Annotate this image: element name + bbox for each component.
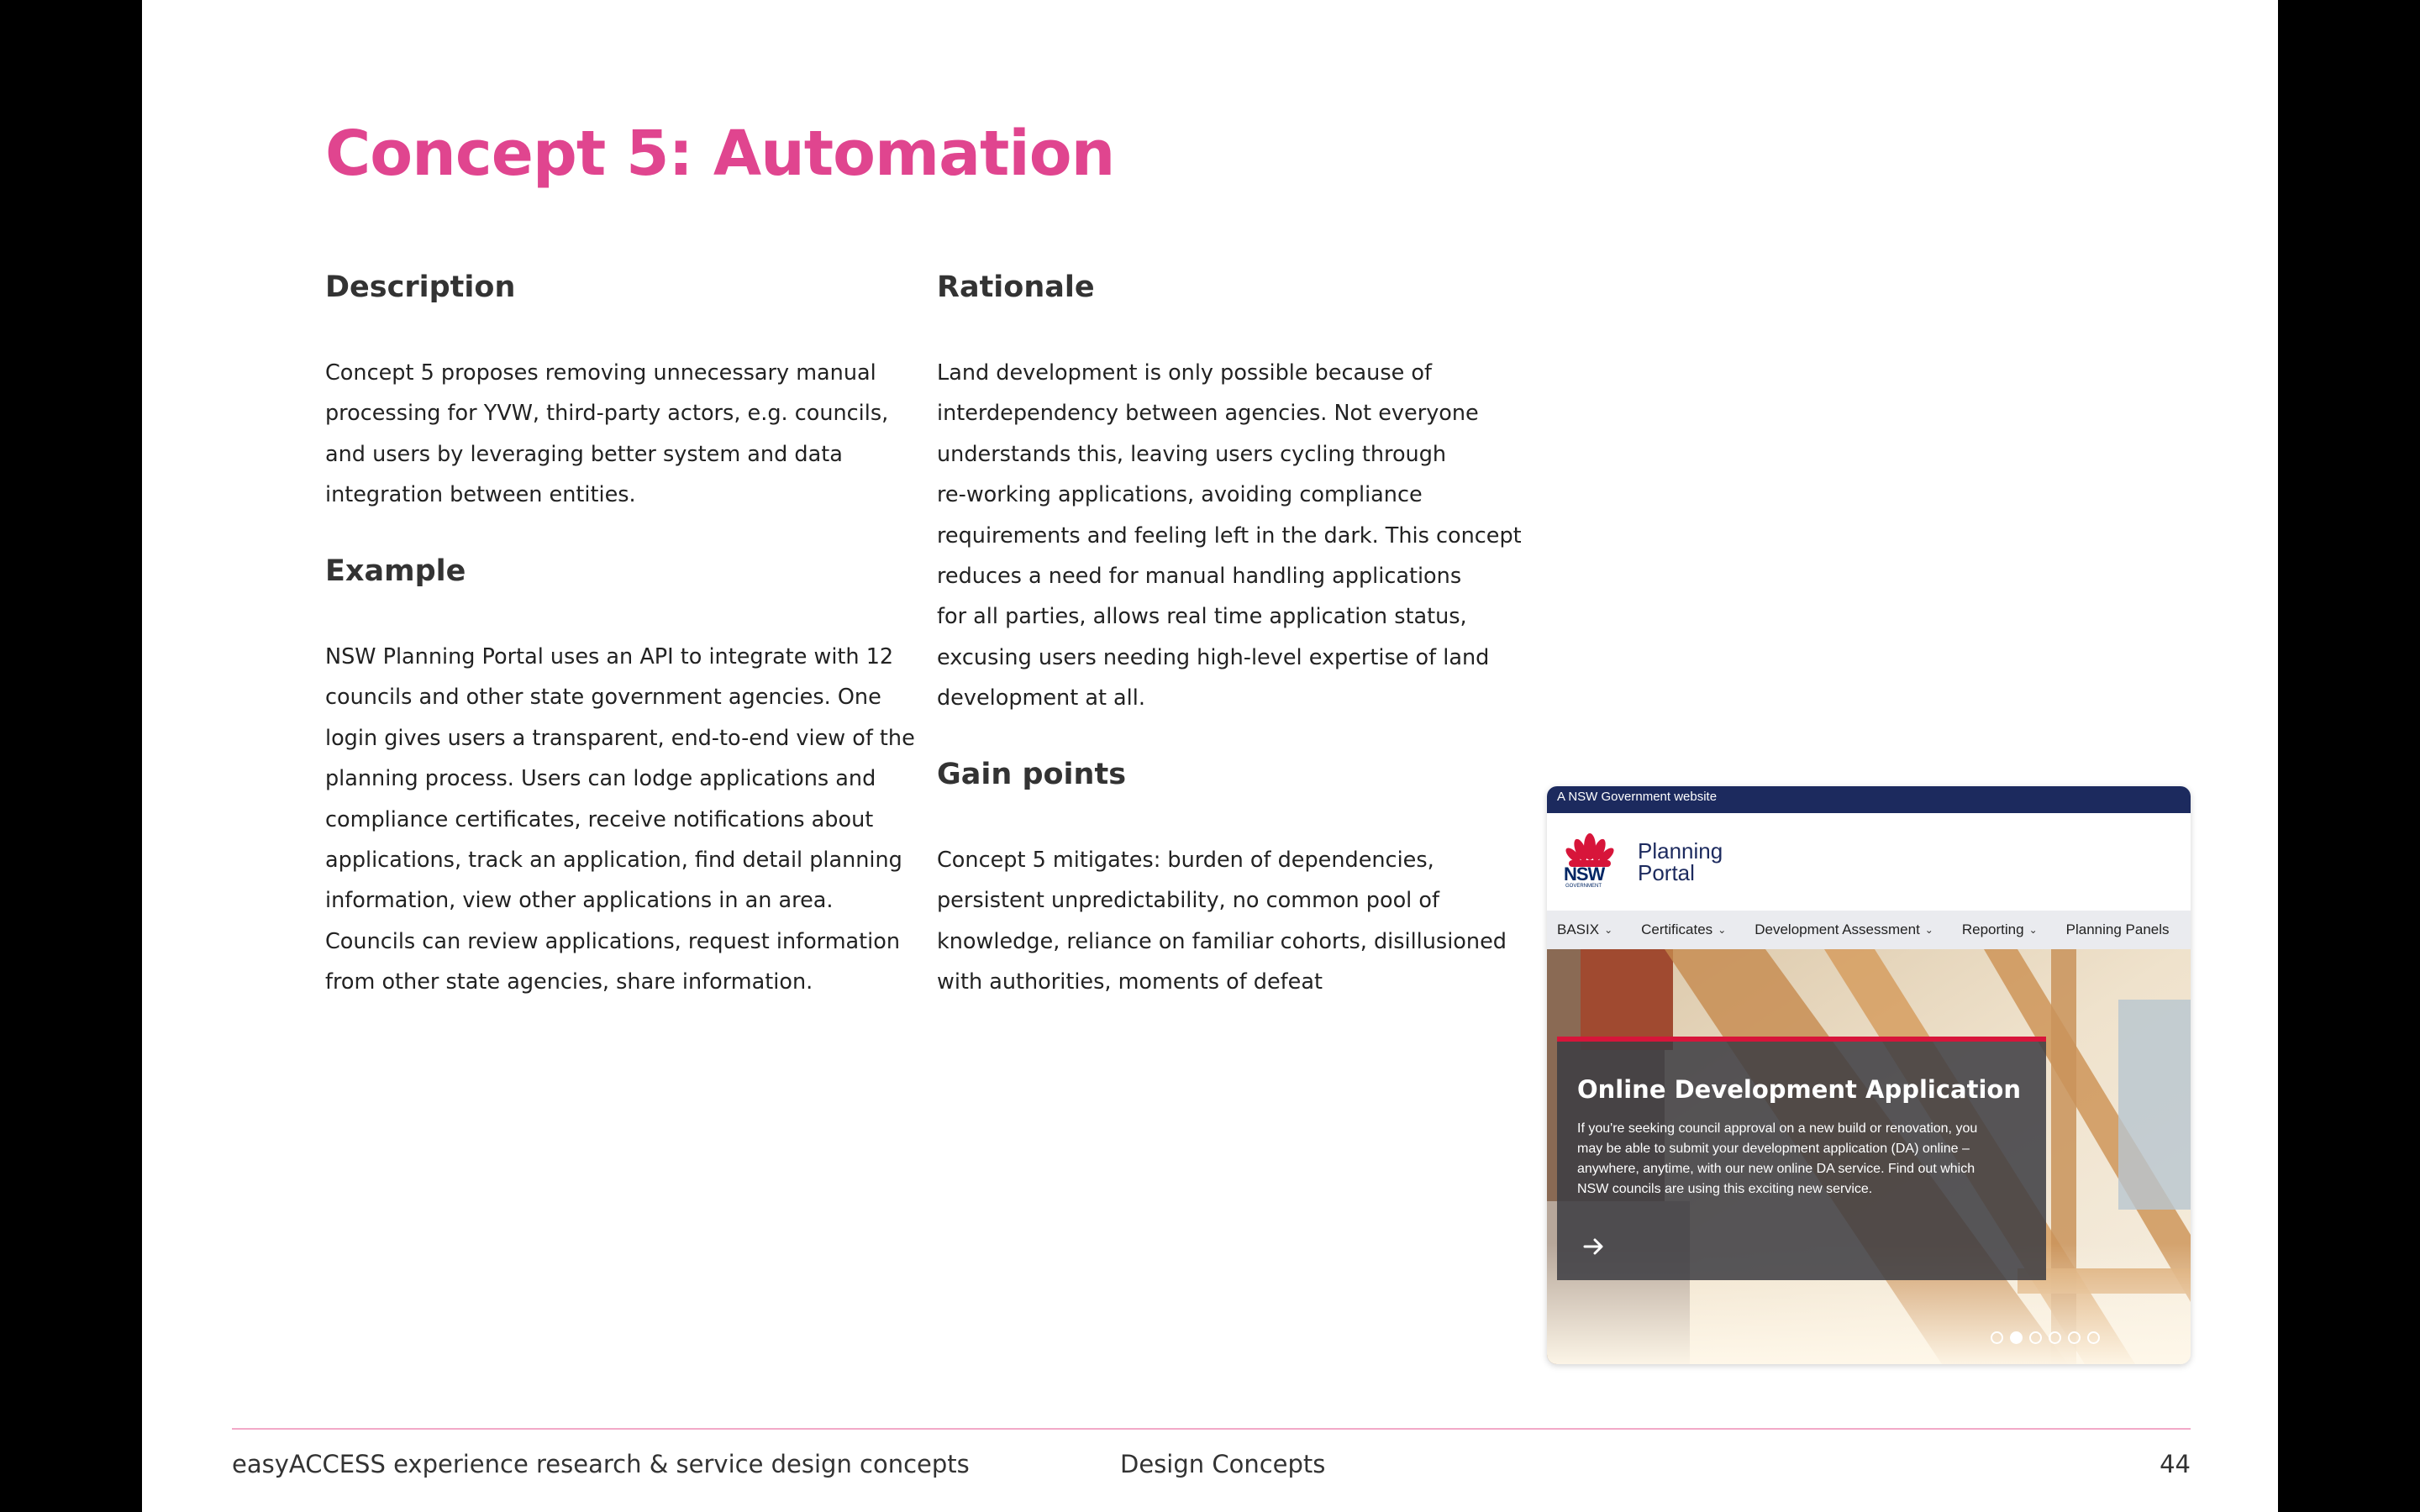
rationale-line: reduces a need for manual handling applications xyxy=(937,564,1462,590)
nav-item-planning-panels[interactable] xyxy=(2066,921,2170,938)
carousel-dot[interactable] xyxy=(2029,1331,2042,1344)
rationale-line: understands this, leaving users cycling through xyxy=(937,441,1447,467)
arrow-right-icon[interactable] xyxy=(1582,1236,1606,1257)
gain-points-line: Concept 5 mitigates: burden of dependencies, xyxy=(937,848,1434,873)
rationale-line: excusing users needing high-level expertise of land xyxy=(937,644,1490,670)
example-line: councils and other state government agencies. One xyxy=(325,685,881,711)
example-line: NSW Planning Portal uses an API to integrate with 12 xyxy=(325,644,894,669)
hero-text-line: NSW councils are using this exciting new service. xyxy=(1577,1182,1873,1196)
rationale-text xyxy=(937,353,1522,719)
hero-text xyxy=(1577,1119,2031,1200)
description-heading: Description xyxy=(325,270,516,304)
chevron-down-icon: ⌄ xyxy=(1924,924,1933,936)
carousel-dot[interactable] xyxy=(2068,1331,2081,1344)
example-line: compliance certificates, receive notifications about xyxy=(325,806,874,832)
carousel-dot[interactable] xyxy=(1991,1331,2003,1344)
nsw-logo-text: NSW xyxy=(1564,864,1605,885)
gain-points-heading: Gain points xyxy=(937,758,1127,791)
rationale-line: interdependency between agencies. Not everyone xyxy=(937,401,1479,427)
hero-banner xyxy=(1547,949,2191,1364)
gain-points-line: persistent unpredictability, no common pool of xyxy=(937,888,1439,914)
slide xyxy=(142,0,2278,1512)
example-line: applications, track an application, find detail planning xyxy=(325,848,902,874)
rationale-line: for all parties, allows real time application status, xyxy=(937,604,1467,630)
nav-item-basix[interactable] xyxy=(1557,921,1612,938)
portal-nav xyxy=(1547,911,2191,949)
nav-item-reporting[interactable] xyxy=(1962,921,2038,938)
chevron-down-icon: ⌄ xyxy=(2028,924,2038,936)
nav-item-label: Reporting xyxy=(1961,921,2024,937)
hero-text-line: anywhere, anytime, with our new online DA service. Find out which xyxy=(1577,1162,1975,1176)
carousel-dot[interactable] xyxy=(2049,1331,2061,1344)
nav-item-label: Planning Panels xyxy=(2065,921,2170,937)
hero-panel xyxy=(1557,1037,2046,1280)
portal-name-line1: Planning xyxy=(1638,838,1723,864)
example-line: planning process. Users can lodge applications and xyxy=(325,766,876,792)
chevron-down-icon: ⌄ xyxy=(1718,924,1727,936)
carousel-dot-active[interactable] xyxy=(2010,1331,2023,1344)
page-number: 44 xyxy=(2160,1450,2191,1478)
description-line: Concept 5 proposes removing unnecessary manual xyxy=(325,360,876,386)
hero-title: Online Development Application xyxy=(1577,1075,2021,1104)
planning-portal-screenshot xyxy=(1547,786,2191,1364)
footer-section-title: Design Concepts xyxy=(1120,1450,1326,1478)
nav-item-label: BASIX xyxy=(1557,921,1600,937)
example-text xyxy=(325,637,915,1003)
nsw-logo-subtext: GOVERNMENT xyxy=(1565,884,1602,889)
portal-name-line2: Portal xyxy=(1638,860,1695,885)
chevron-down-icon: ⌄ xyxy=(1604,924,1613,936)
rationale-line: re-working applications, avoiding compliance xyxy=(937,482,1423,508)
gain-points-line: knowledge, reliance on familiar cohorts, disillusioned xyxy=(937,928,1507,954)
rationale-line: requirements and feeling left in the dark. This concept xyxy=(937,522,1522,549)
nav-item-certificates[interactable] xyxy=(1641,921,1726,938)
page-title: Concept 5: Automation xyxy=(325,118,1115,190)
gain-points-text xyxy=(937,840,1507,1003)
carousel-dot[interactable] xyxy=(2087,1331,2100,1344)
portal-header xyxy=(1547,813,2191,911)
example-line: from other state agencies, share information. xyxy=(325,969,813,995)
example-line: login gives users a transparent, end-to-end view of the xyxy=(325,725,915,751)
rationale-heading: Rationale xyxy=(937,270,1095,304)
rationale-line: development at all. xyxy=(937,685,1145,711)
footer-document-title: easyACCESS experience research & service design concepts xyxy=(232,1450,970,1478)
rationale-line: Land development is only possible because of xyxy=(937,360,1432,386)
footer-divider xyxy=(232,1428,2191,1430)
description-line: and users by leveraging better system and data xyxy=(325,441,843,467)
carousel-dots xyxy=(1991,1331,2100,1344)
description-text xyxy=(325,353,888,516)
example-line: information, view other applications in an area. xyxy=(325,888,834,914)
example-heading: Example xyxy=(325,554,466,588)
gain-points-line: with authorities, moments of defeat xyxy=(937,969,1323,995)
hero-text-line: may be able to submit your development application (DA) online – xyxy=(1577,1142,1970,1156)
nav-item-label: Development Assessment xyxy=(1754,921,1920,937)
example-line: Councils can review applications, request information xyxy=(325,928,901,954)
description-line: integration between entities. xyxy=(325,482,636,508)
description-line: processing for YVW, third-party actors, e.g. councils, xyxy=(325,401,889,427)
hero-text-line: If you're seeking council approval on a new build or renovation, you xyxy=(1577,1121,1978,1136)
nav-item-label: Certificates xyxy=(1641,921,1713,937)
gov-bar: A NSW Government website xyxy=(1547,786,2191,813)
nav-item-development-assessment[interactable] xyxy=(1754,921,1933,938)
